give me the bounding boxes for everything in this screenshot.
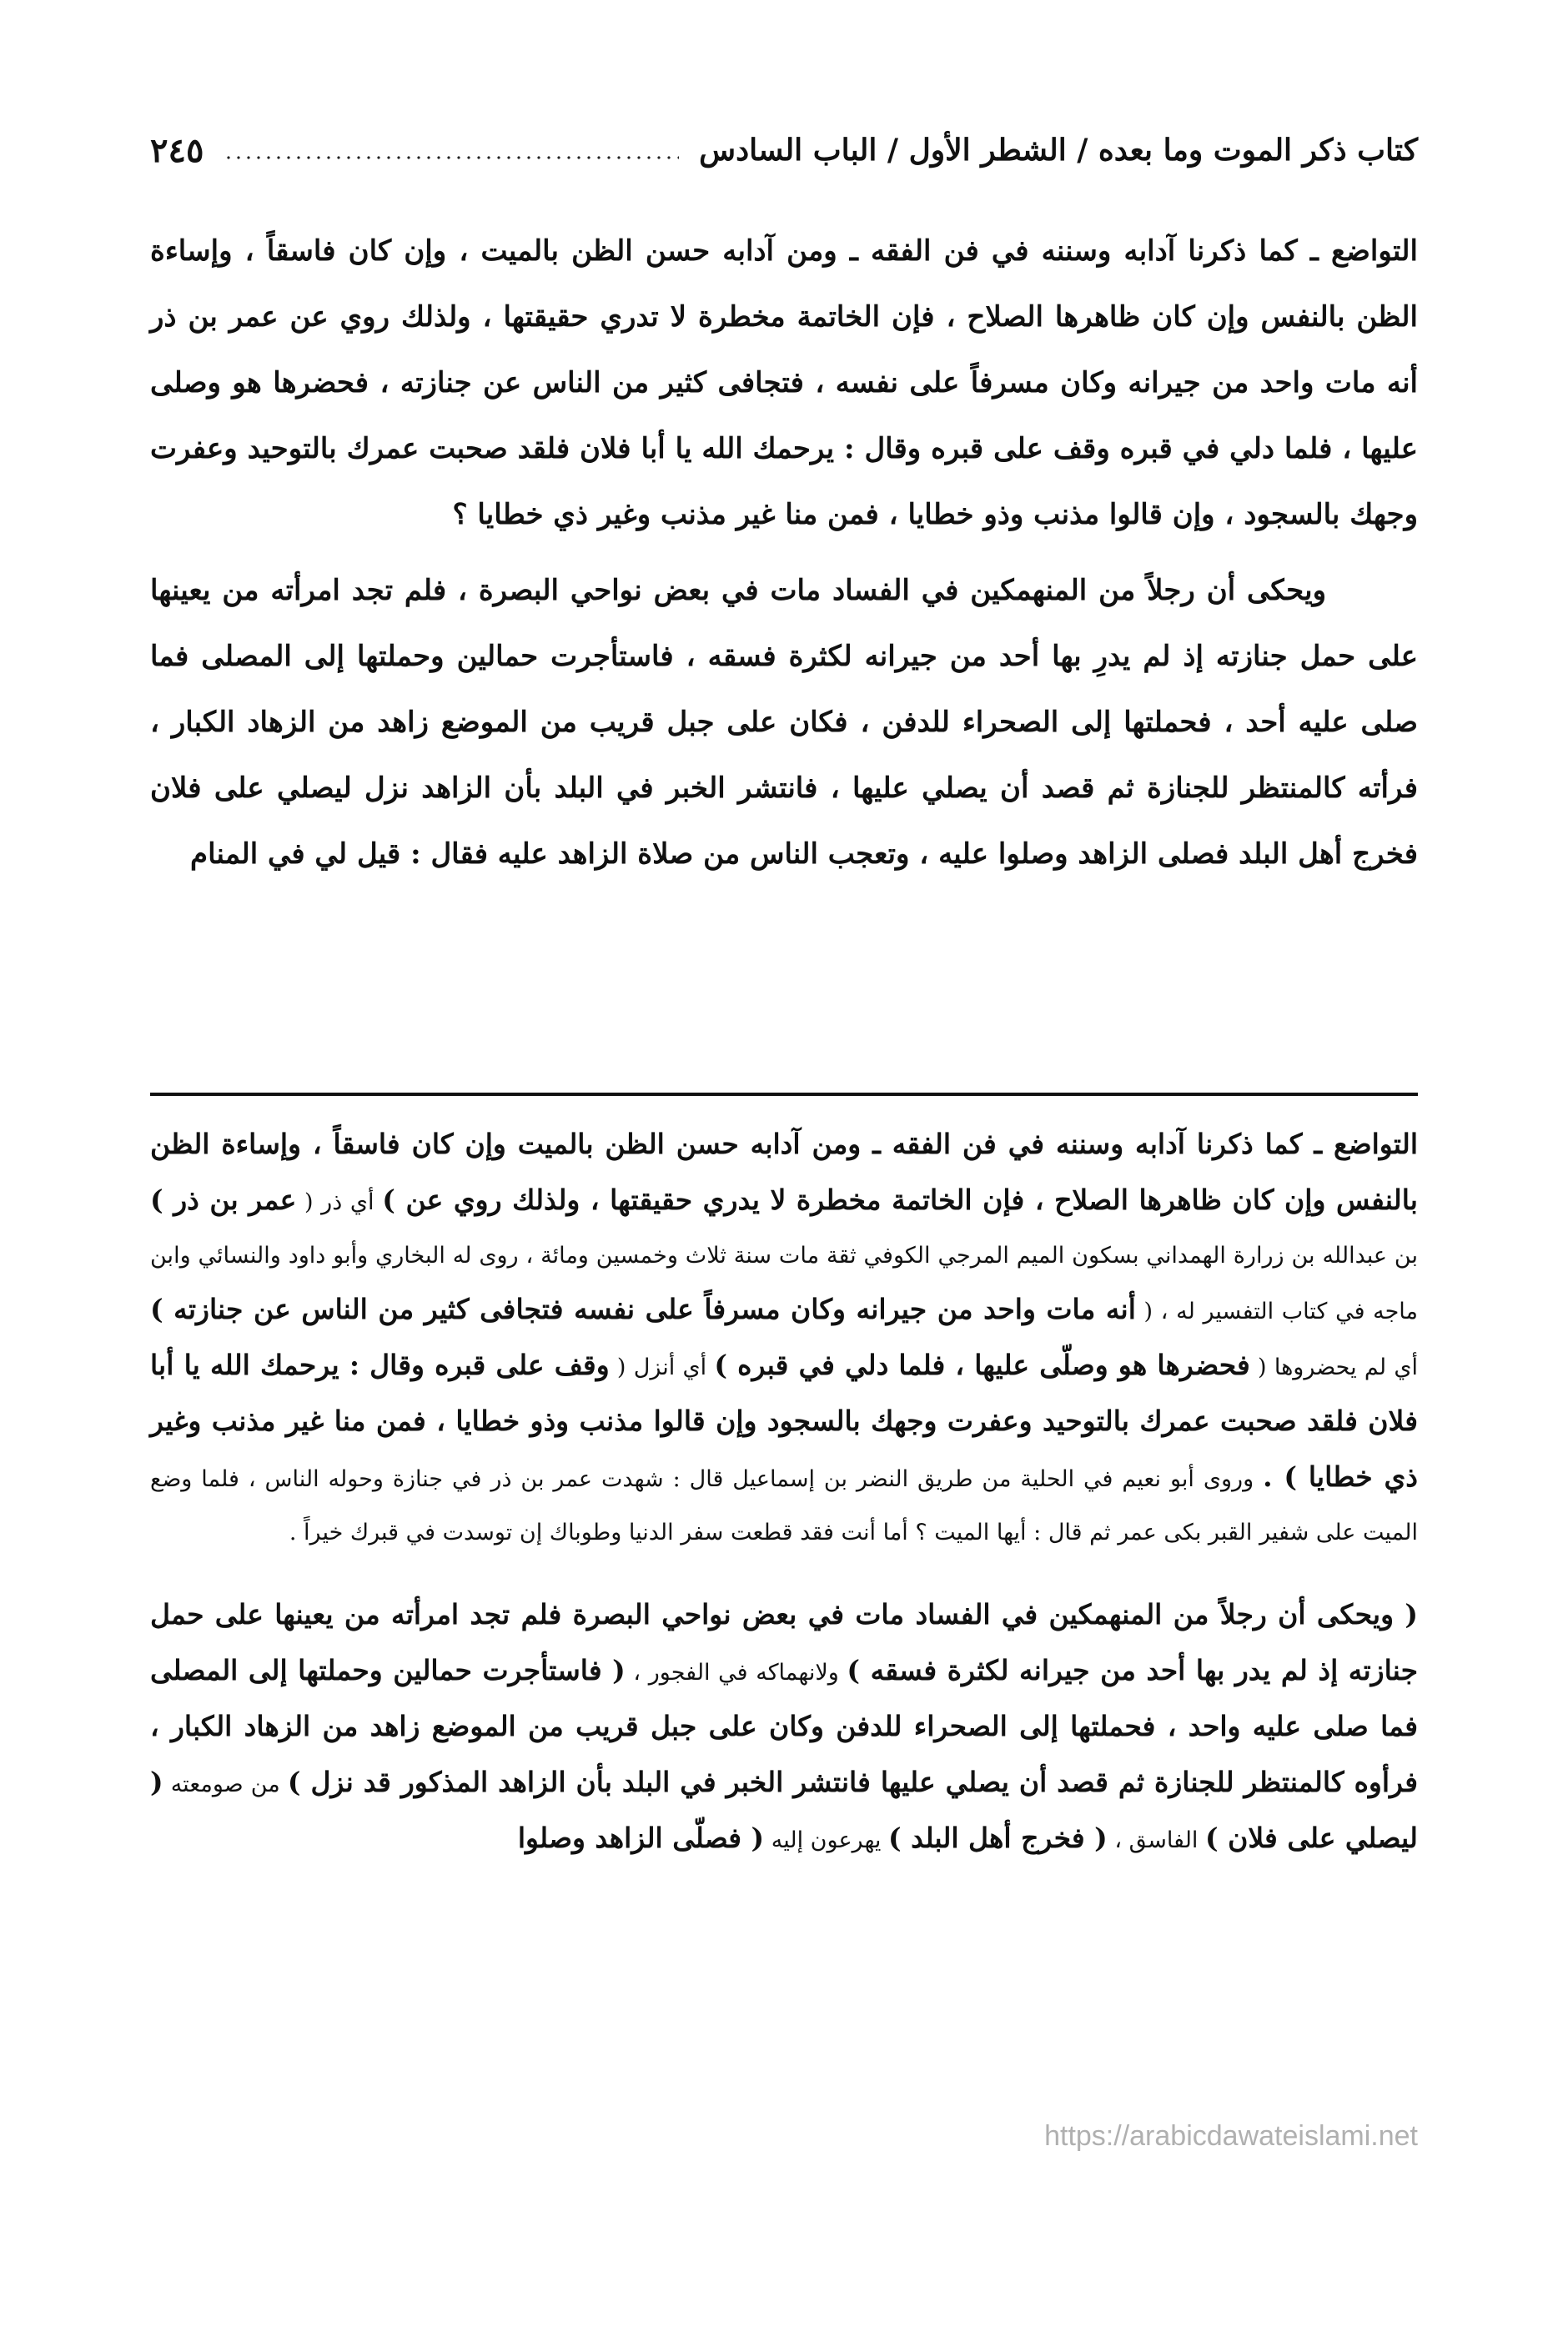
commentary-section [150,1118,1418,1867]
commentary-text: أي ذر ( [304,1189,374,1215]
main-text [150,219,1418,887]
quoted-text: عمر بن ذر ) [150,1184,297,1216]
commentary-text: أي أنزل ( [616,1354,707,1380]
page-number: ٢٤٥ [150,130,204,170]
commentary-text: يهرعون إليه [771,1827,882,1853]
commentary-text: بن عبدالله بن زرارة الهمداني بسكون الميم المرجي الكوفي ثقة مات سنة ثلاث وخمسين ومائة ، روى له البخاري وأبو داود والنسائي وابن ماجه في كتاب التفسير له ، ( [150,1243,1418,1324]
footnote-divider [150,1093,1418,1096]
quoted-text: فحضرها هو وصلّى عليها ، فلما دلي في قبره ) [714,1349,1250,1381]
commentary-paragraph-2 [150,1588,1418,1867]
commentary-text: أي لم يحضروها ( [1258,1354,1418,1380]
quoted-text: وقف على قبره وقال : يرحمك الله يا أبا فلان فلقد صحبت عمرك بالتوحيد وعفرت وجهك بالسجود وإن قالوا مذنب وذو خطايا ، فمن منا غير مذنب وغير ذي خطايا ) . [150,1349,1418,1493]
site-watermark: https://arabicdawateislami.net [1044,2120,1418,2152]
quoted-text: ( ويحكى أن رجلاً من المنهمكين في الفساد مات في بعض نواحي البصرة فلم تجد امرأته من يعينها على حمل جنازته إذ لم يدر بها أحد من جيرانه لكثرة فسقه ) [150,1598,1418,1686]
header-dot-leader [224,156,679,159]
quoted-text: أنه مات واحد من جيرانه وكان مسرفاً على نفسه فتجافى كثير من الناس عن جنازته ) [150,1293,1136,1325]
main-paragraph-1: التواضع ـ كما ذكرنا آدابه وسننه في فن الفقه ـ ومن آدابه حسن الظن بالميت ، وإن كان فاسقاً ، وإساءة الظن بالنفس وإن كان ظاهرها الصلاح ، فإن الخاتمة مخطرة لا تدري حقيقتها ، ولذلك روي عن عمر بن ذر أنه مات واحد من جيرانه وكان مسرفاً على نفسه ، فتجافى كثير من الناس عن جنازته ، فحضرها هو وصلى عليها ، فلما دلي في قبره وقف على قبره وقال : يرحمك الله يا أبا فلان فلقد صحبت عمرك بالتوحيد وعفرت وجهك بالسجود ، وإن قالوا مذنب وذو خطايا ، فمن منا غير مذنب وغير ذي خطايا ؟ [150,234,1418,531]
quoted-text: ( فصلّى الزاهد وصلوا [517,1822,765,1854]
commentary-paragraph-1 [150,1118,1418,1560]
commentary-text: من صومعته [170,1772,280,1797]
quoted-text: التواضع ـ كما ذكرنا آدابه وسننه في فن الفقه ـ ومن آدابه حسن الظن بالميت وإن كان فاسقاً ، وإساءة الظن بالنفس وإن كان ظاهرها الصلاح ، فإن الخاتمة مخطرة لا يدري حقيقتها ، ولذلك روي عن ) [150,1128,1418,1216]
header-title: كتاب ذكر الموت وما بعده / الشطر الأول / الباب السادس [699,133,1418,168]
main-paragraph-2: ويحكى أن رجلاً من المنهمكين في الفساد مات في بعض نواحي البصرة ، فلم تجد امرأته من يعينها على حمل جنازته إذ لم يدرِ بها أحد من جيرانه لكثرة فسقه ، فاستأجرت حمالين وحملتها إلى المصلى فما صلى عليه أحد ، فحملتها إلى الصحراء للدفن ، فكان على جبل قريب من الموضع زاهد من الزهاد الكبار ، فرأته كالمنتظر للجنازة ثم قصد أن يصلي عليها ، فانتشر الخبر في البلد بأن الزاهد نزل ليصلي على فلان فخرج أهل البلد فصلى الزاهد وصلوا عليه ، وتعجب الناس من صلاة الزاهد عليه فقال : قيل لي في المنام [150,574,1418,871]
commentary-text: الفاسق ، [1114,1827,1199,1853]
commentary-text: ولانهماكه في الفجور ، [633,1660,839,1686]
quoted-text: ( فخرج أهل البلد ) [888,1822,1108,1854]
quoted-text: ( فاستأجرت حمالين وحملتها إلى المصلى فما صلى عليه واحد ، فحملتها إلى الصحراء للدفن وكان على جبل قريب من الموضع زاهد من الزهاد الكبار ، فرأوه كالمنتظر للجنازة ثم قصد أن يصلي عليها فانتشر الخبر في البلد بأن الزاهد المذكور قد نزل ) [150,1654,1418,1798]
running-header [150,117,1418,183]
quoted-text: ( ليصلي على فلان ) [150,1766,1418,1854]
commentary-text: وروى أبو نعيم في الحلية من طريق النضر بن إسماعيل قال : شهدت عمر بن ذر في جنازة وحوله الناس ، فلما وضع الميت على شفير القبر بكى عمر ثم قال : أيها الميت ؟ أما أنت فقد قطعت سفر الدنيا وطوباك إن توسدت في قبرك خيراً . [150,1466,1418,1545]
